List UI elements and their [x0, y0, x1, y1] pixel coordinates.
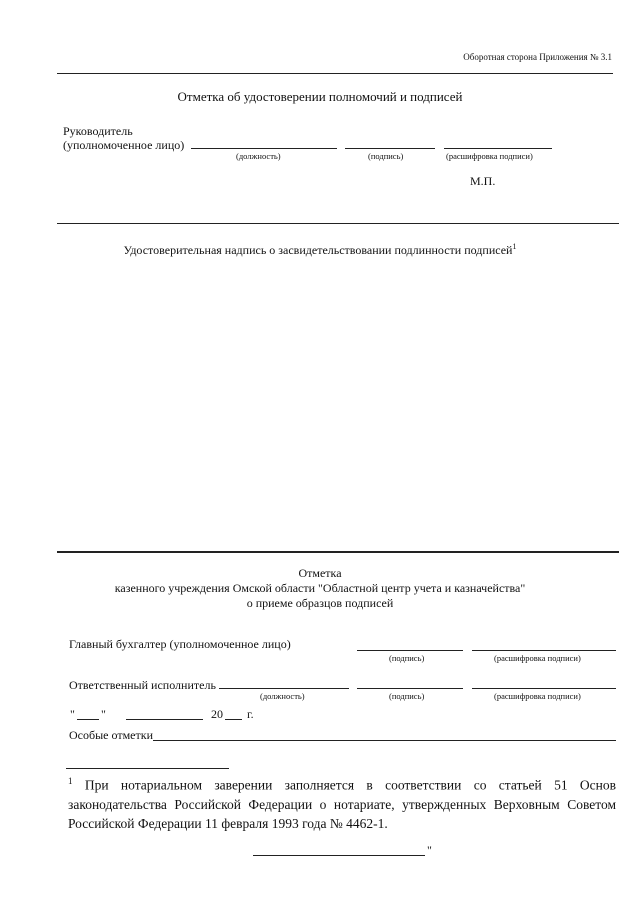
section3-title-line2: казенного учреждения Омской области "Областной центр учета и казначейства": [114, 581, 526, 595]
header-rule: [57, 73, 613, 74]
exec-caption-signature: (подпись): [389, 691, 425, 701]
date-month-line: [126, 719, 203, 720]
executor-label: Ответственный исполнитель: [69, 678, 216, 692]
exec-caption-position: (должность): [260, 691, 305, 701]
section2-footnote-mark: 1: [512, 242, 517, 251]
chief-caption-decoding: (расшифровка подписи): [494, 653, 581, 663]
caption-position: (должность): [236, 151, 281, 161]
exec-caption-decoding: (расшифровка подписи): [494, 691, 581, 701]
caption-decoding: (расшифровка подписи): [446, 151, 533, 161]
trailing-line: [253, 855, 425, 856]
section2-divider: [57, 551, 619, 553]
chief-decoding-line: [472, 650, 616, 651]
footnote-separator: [66, 768, 229, 769]
trailing-quote: ": [427, 843, 432, 857]
section2-title: [0, 242, 640, 258]
head-signature-line: [345, 148, 435, 149]
chief-caption-signature: (подпись): [389, 653, 425, 663]
caption-signature: (подпись): [368, 151, 404, 161]
footnote: [68, 772, 616, 833]
footnote-text: При нотариальном заверении заполняется в соответствии со статьей 51 Основ законодательства Российской Федерации о нотариате, утвержденных Верховным Советом Российской Федерации 11 февраля 1993 года № 4462-1.: [68, 777, 616, 831]
section2-title-text: Удостоверительная надпись о засвидетельствовании подлинности подписей: [123, 243, 513, 257]
chief-signature-line: [357, 650, 463, 651]
section3-title-line3: о приеме образцов подписей: [246, 596, 394, 610]
section1-divider: [57, 223, 619, 224]
date-quote-open: ": [70, 707, 75, 721]
date-day-line: [77, 719, 99, 720]
chief-accountant-label: Главный бухгалтер (уполномоченное лицо): [69, 637, 291, 651]
head-label-line2: (уполномоченное лицо): [63, 138, 185, 152]
date-year-line: [225, 719, 242, 720]
head-position-line: [191, 148, 337, 149]
special-notes-label: Особые отметки: [69, 728, 153, 742]
exec-decoding-line: [472, 688, 616, 689]
appendix-reference: Оборотная сторона Приложения № 3.1: [463, 52, 612, 62]
section1-title: Отметка об удостоверении полномочий и подписей: [177, 89, 463, 104]
exec-position-line: [219, 688, 349, 689]
date-year-suffix: г.: [247, 707, 254, 721]
seal-mark: М.П.: [470, 174, 496, 188]
head-decoding-line: [444, 148, 552, 149]
head-label-line1: Руководитель: [63, 124, 133, 138]
special-notes-line: [153, 740, 616, 741]
date-quote-close: ": [101, 707, 106, 721]
section3-title-line1: Отметка: [298, 566, 342, 580]
exec-signature-line: [357, 688, 463, 689]
date-year-prefix: 20: [211, 707, 223, 721]
footnote-mark: 1: [68, 776, 73, 786]
